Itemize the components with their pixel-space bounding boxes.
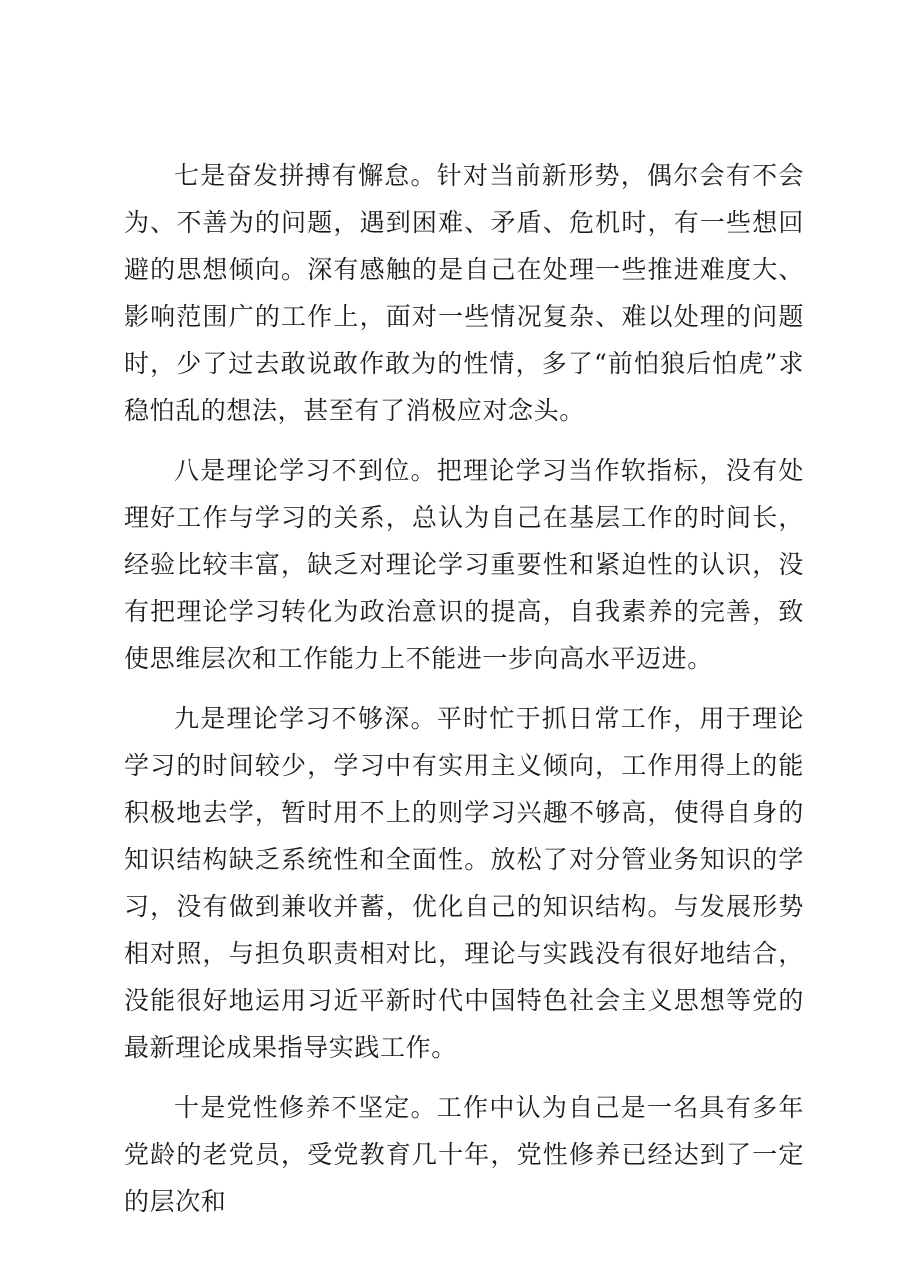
paragraph-7: 七是奋发拼搏有懈怠。针对当前新形势，偶尔会有不会为、不善为的问题，遇到困难、矛盾、危机时，有一些想回避的思想倾向。深有感触的是自己在处理一些推进难度大、影响范围广的工作上，面对一些情况复杂、难以处理的问题时，少了过去敢说敢作敢为的性情，多了“前怕狼后怕虎”求稳怕乱的想法，甚至有了消极应对念头。 bbox=[124, 161, 804, 425]
paragraph-10: 十是党性修养不坚定。工作中认为自己是一名具有多年党龄的老党员，受党教育几十年，党性修养已经达到了一定的层次和 bbox=[124, 1093, 804, 1216]
paragraph-8: 八是理论学习不到位。把理论学习当作软指标，没有处理好工作与学习的关系，总认为自己在基层工作的时间长，经验比较丰富，缺乏对理论学习重要性和紧迫性的认识，没有把理论学习转化为政治意识的提高，自我素养的完善，致使思维层次和工作能力上不能进一步向高水平迈进。 bbox=[124, 456, 804, 673]
paragraph-9: 九是理论学习不够深。平时忙于抓日常工作，用于理论学习的时间较少，学习中有实用主义倾向，工作用得上的能积极地去学，暂时用不上的则学习兴趣不够高，使得自身的知识结构缺乏系统性和全面性。放松了对分管业务知识的学习，没有做到兼收并蓄，优化自己的知识结构。与发展形势相对照，与担负职责相对比，理论与实践没有很好地结合，没能很好地运用习近平新时代中国特色社会主义思想等党的最新理论成果指导实践工作。 bbox=[124, 704, 804, 1062]
document-body bbox=[124, 152, 804, 1225]
